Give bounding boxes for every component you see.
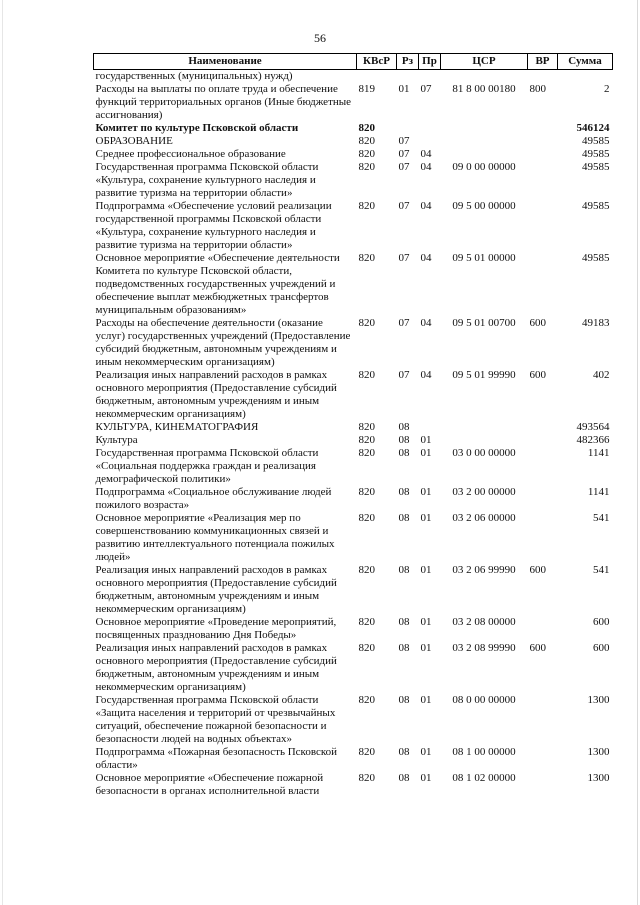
cell-csr <box>441 148 528 161</box>
table-row <box>94 616 613 642</box>
cell-vr <box>528 161 558 200</box>
cell-csr: 03 2 08 99990 <box>452 642 516 654</box>
page-number: 56 <box>314 31 326 45</box>
cell-rz: 08 <box>398 616 410 628</box>
table-row <box>94 70 613 84</box>
table-row <box>94 161 613 200</box>
cell-sum: 541 <box>593 564 610 576</box>
cell-csr: 09 5 00 00000 <box>452 200 516 212</box>
cell-name: Государственная программа Псковской области «Культура, сохранение культурного наследия и развитие туризма на территории области» <box>95 161 319 199</box>
cell-rz: 07 <box>398 369 410 381</box>
scan-edge-left <box>2 0 3 905</box>
table-row <box>94 772 613 798</box>
cell-kvsr: 820 <box>358 616 375 628</box>
cell-name: Государственная программа Псковской области «Социальная поддержка граждан и реализация демографической политики» <box>95 447 319 485</box>
table-row <box>94 122 613 135</box>
cell-csr <box>441 434 528 447</box>
cell-sum: 600 <box>593 616 610 628</box>
cell-rz <box>397 122 419 135</box>
cell-pr <box>419 135 441 148</box>
table-row <box>94 434 613 447</box>
cell-name: Реализация иных направлений расходов в рамках основного мероприятия (Предоставление субсидий бюджетным, автономным учреждениям и иным некоммерческим организациям) <box>95 642 337 693</box>
cell-kvsr: 820 <box>358 421 375 433</box>
table-row <box>94 564 613 616</box>
table-row <box>94 642 613 694</box>
cell-csr: 08 1 00 00000 <box>452 746 516 758</box>
cell-sum: 49585 <box>582 200 610 212</box>
cell-sum: 541 <box>593 512 610 524</box>
cell-name: Подпрограмма «Пожарная безопасность Псковской области» <box>95 746 338 771</box>
table-row <box>94 694 613 746</box>
cell-csr <box>441 70 528 84</box>
cell-sum <box>558 70 613 84</box>
cell-vr <box>528 616 558 642</box>
cell-rz: 08 <box>398 447 410 459</box>
cell-kvsr: 820 <box>358 642 375 654</box>
budget-table <box>93 53 613 798</box>
cell-pr <box>419 70 441 84</box>
cell-name: Культура <box>95 434 138 446</box>
cell-kvsr: 820 <box>358 252 375 264</box>
cell-sum: 493564 <box>576 421 610 433</box>
cell-name: Расходы на выплаты по оплате труда и обеспечение функций территориальных органов (Иные бюджетные ассигнования) <box>95 83 352 121</box>
cell-csr: 03 2 00 00000 <box>452 486 516 498</box>
cell-pr: 01 <box>420 746 432 758</box>
cell-vr <box>528 135 558 148</box>
cell-vr <box>528 200 558 252</box>
cell-sum: 482366 <box>576 434 610 446</box>
cell-rz: 08 <box>398 772 410 784</box>
cell-csr: 03 2 06 99990 <box>452 564 516 576</box>
cell-csr: 09 5 01 00700 <box>452 317 516 329</box>
cell-sum: 1141 <box>587 447 610 459</box>
cell-name: КУЛЬТУРА, КИНЕМАТОГРАФИЯ <box>95 421 259 433</box>
cell-sum: 402 <box>593 369 610 381</box>
cell-vr <box>528 486 558 512</box>
cell-name: Основное мероприятие «Обеспечение пожарной безопасности в органах исполнительной власти <box>95 772 324 797</box>
cell-sum: 1300 <box>587 694 610 706</box>
table-row <box>94 148 613 161</box>
cell-name: Основное мероприятие «Проведение мероприятий, посвященных празднованию Дня Победы» <box>95 616 337 641</box>
cell-vr <box>528 772 558 798</box>
cell-csr: 09 5 01 00000 <box>452 252 516 264</box>
cell-rz: 07 <box>398 148 410 160</box>
cell-name: Реализация иных направлений расходов в рамках основного мероприятия (Предоставление субсидий бюджетным, автономным учреждениям и иным некоммерческим организациям) <box>95 564 337 615</box>
cell-name: Комитет по культуре Псковской области <box>95 122 299 134</box>
cell-kvsr: 820 <box>358 486 375 498</box>
cell-kvsr: 820 <box>358 317 375 329</box>
cell-sum: 546124 <box>576 122 610 134</box>
table-row <box>94 83 613 122</box>
cell-vr <box>528 694 558 746</box>
header-name: Наименование <box>94 54 357 70</box>
cell-kvsr: 820 <box>358 148 375 160</box>
table-row <box>94 200 613 252</box>
header-kvsr: КВсР <box>357 54 397 70</box>
cell-kvsr: 820 <box>358 512 375 524</box>
header-vr: ВР <box>528 54 558 70</box>
cell-kvsr <box>357 70 397 84</box>
cell-pr: 01 <box>420 512 432 524</box>
cell-kvsr: 820 <box>358 772 375 784</box>
table-row <box>94 135 613 148</box>
cell-kvsr: 820 <box>358 200 375 212</box>
cell-vr: 600 <box>529 642 546 654</box>
cell-pr: 01 <box>420 772 432 784</box>
cell-csr: 08 1 02 00000 <box>452 772 516 784</box>
table-row <box>94 447 613 486</box>
table-row <box>94 421 613 434</box>
cell-kvsr: 820 <box>358 135 375 147</box>
cell-rz: 08 <box>398 512 410 524</box>
cell-name: государственных (муниципальных) нужд) <box>95 70 293 82</box>
cell-pr: 01 <box>420 564 432 576</box>
table-row <box>94 746 613 772</box>
header-pr: Пр <box>419 54 441 70</box>
cell-rz <box>397 70 419 84</box>
cell-pr: 01 <box>420 447 432 459</box>
cell-rz: 01 <box>398 83 410 95</box>
cell-sum: 1300 <box>587 772 610 784</box>
cell-pr: 01 <box>420 642 432 654</box>
cell-csr: 08 0 00 00000 <box>452 694 516 706</box>
cell-pr <box>419 122 441 135</box>
cell-rz: 08 <box>398 564 410 576</box>
cell-vr <box>528 434 558 447</box>
cell-name: ОБРАЗОВАНИЕ <box>95 135 173 147</box>
cell-vr <box>528 746 558 772</box>
cell-csr <box>441 122 528 135</box>
header-csr: ЦСР <box>441 54 528 70</box>
cell-rz: 07 <box>398 252 410 264</box>
cell-vr <box>528 122 558 135</box>
table-row <box>94 317 613 369</box>
cell-name: Подпрограмма «Обеспечение условий реализации государственной программы Псковской области «Культура, сохранение культурного наследия и развитие туризма на территории области» <box>95 200 332 251</box>
cell-pr: 04 <box>420 161 432 173</box>
cell-pr: 07 <box>420 83 432 95</box>
cell-vr: 600 <box>529 317 546 329</box>
table-header-row <box>94 54 613 70</box>
cell-csr: 03 2 08 00000 <box>452 616 516 628</box>
cell-pr: 01 <box>420 694 432 706</box>
header-rz: Рз <box>397 54 419 70</box>
cell-vr: 800 <box>529 83 546 95</box>
cell-kvsr: 820 <box>358 447 375 459</box>
table-row <box>94 512 613 564</box>
cell-kvsr: 820 <box>358 161 375 173</box>
cell-vr <box>528 512 558 564</box>
cell-pr: 01 <box>420 434 432 446</box>
cell-name: Основное мероприятие «Реализация мер по совершенствованию коммуникационных связей и развитию интеллектуального потенциала пожилых людей» <box>95 512 335 563</box>
cell-rz: 07 <box>398 317 410 329</box>
cell-vr <box>528 148 558 161</box>
cell-pr: 04 <box>420 148 432 160</box>
cell-kvsr: 820 <box>358 369 375 381</box>
cell-name: Подпрограмма «Социальное обслуживание людей пожилого возраста» <box>95 486 332 511</box>
cell-kvsr: 819 <box>358 83 375 95</box>
cell-sum: 1300 <box>587 746 610 758</box>
header-sum: Сумма <box>558 54 613 70</box>
cell-sum: 1141 <box>587 486 610 498</box>
cell-sum: 600 <box>593 642 610 654</box>
cell-pr: 04 <box>420 252 432 264</box>
cell-name: Реализация иных направлений расходов в рамках основного мероприятия (Предоставление субсидий бюджетным, автономным учреждениям и иным некоммерческим организациям) <box>95 369 337 420</box>
cell-vr: 600 <box>529 564 546 576</box>
cell-name: Основное мероприятие «Обеспечение деятельности Комитета по культуре Псковской области, подведомственных государственных учреждений и обеспечение выплат межбюджетных трансфертов муниципальным образованиям» <box>95 252 340 316</box>
cell-kvsr: 820 <box>358 746 375 758</box>
scan-edge-right <box>637 0 638 905</box>
cell-csr <box>441 421 528 434</box>
cell-rz: 07 <box>398 161 410 173</box>
cell-rz: 08 <box>398 434 410 446</box>
cell-vr <box>528 447 558 486</box>
cell-rz: 08 <box>398 694 410 706</box>
cell-name: Государственная программа Псковской области «Защита населения и территорий от чрезвычайных ситуаций, обеспечение пожарной безопасности и безопасности людей на водных объектах» <box>95 694 336 745</box>
cell-pr: 01 <box>420 616 432 628</box>
cell-rz: 08 <box>398 642 410 654</box>
cell-vr: 600 <box>529 369 546 381</box>
cell-csr: 03 0 00 00000 <box>452 447 516 459</box>
table-body <box>94 70 613 799</box>
cell-sum: 49183 <box>582 317 610 329</box>
cell-kvsr: 820 <box>358 434 375 446</box>
cell-vr <box>528 252 558 317</box>
cell-rz: 07 <box>398 135 410 147</box>
cell-rz: 07 <box>398 200 410 212</box>
cell-kvsr: 820 <box>358 694 375 706</box>
table-row <box>94 369 613 421</box>
cell-sum: 2 <box>604 83 610 95</box>
cell-sum: 49585 <box>582 148 610 160</box>
cell-csr: 09 0 00 00000 <box>452 161 516 173</box>
cell-csr <box>441 135 528 148</box>
cell-pr: 04 <box>420 317 432 329</box>
cell-vr <box>528 70 558 84</box>
cell-pr: 01 <box>420 486 432 498</box>
cell-vr <box>528 421 558 434</box>
cell-pr: 04 <box>420 200 432 212</box>
cell-kvsr: 820 <box>358 564 375 576</box>
cell-sum: 49585 <box>582 135 610 147</box>
cell-sum: 49585 <box>582 252 610 264</box>
cell-pr: 04 <box>420 369 432 381</box>
cell-pr <box>419 421 441 434</box>
cell-rz: 08 <box>398 421 410 433</box>
cell-rz: 08 <box>398 746 410 758</box>
cell-csr: 09 5 01 99990 <box>452 369 516 381</box>
cell-name: Расходы на обеспечение деятельности (оказание услуг) государственных учреждений (Предоставление субсидий бюджетным, автономным учреждениям и иным некоммерческим организациям) <box>95 317 351 368</box>
cell-csr: 81 8 00 00180 <box>452 83 516 95</box>
cell-sum: 49585 <box>582 161 610 173</box>
cell-name: Среднее профессиональное образование <box>95 148 286 160</box>
cell-kvsr: 820 <box>358 122 375 134</box>
table-row <box>94 252 613 317</box>
cell-csr: 03 2 06 00000 <box>452 512 516 524</box>
cell-rz: 08 <box>398 486 410 498</box>
table-row <box>94 486 613 512</box>
